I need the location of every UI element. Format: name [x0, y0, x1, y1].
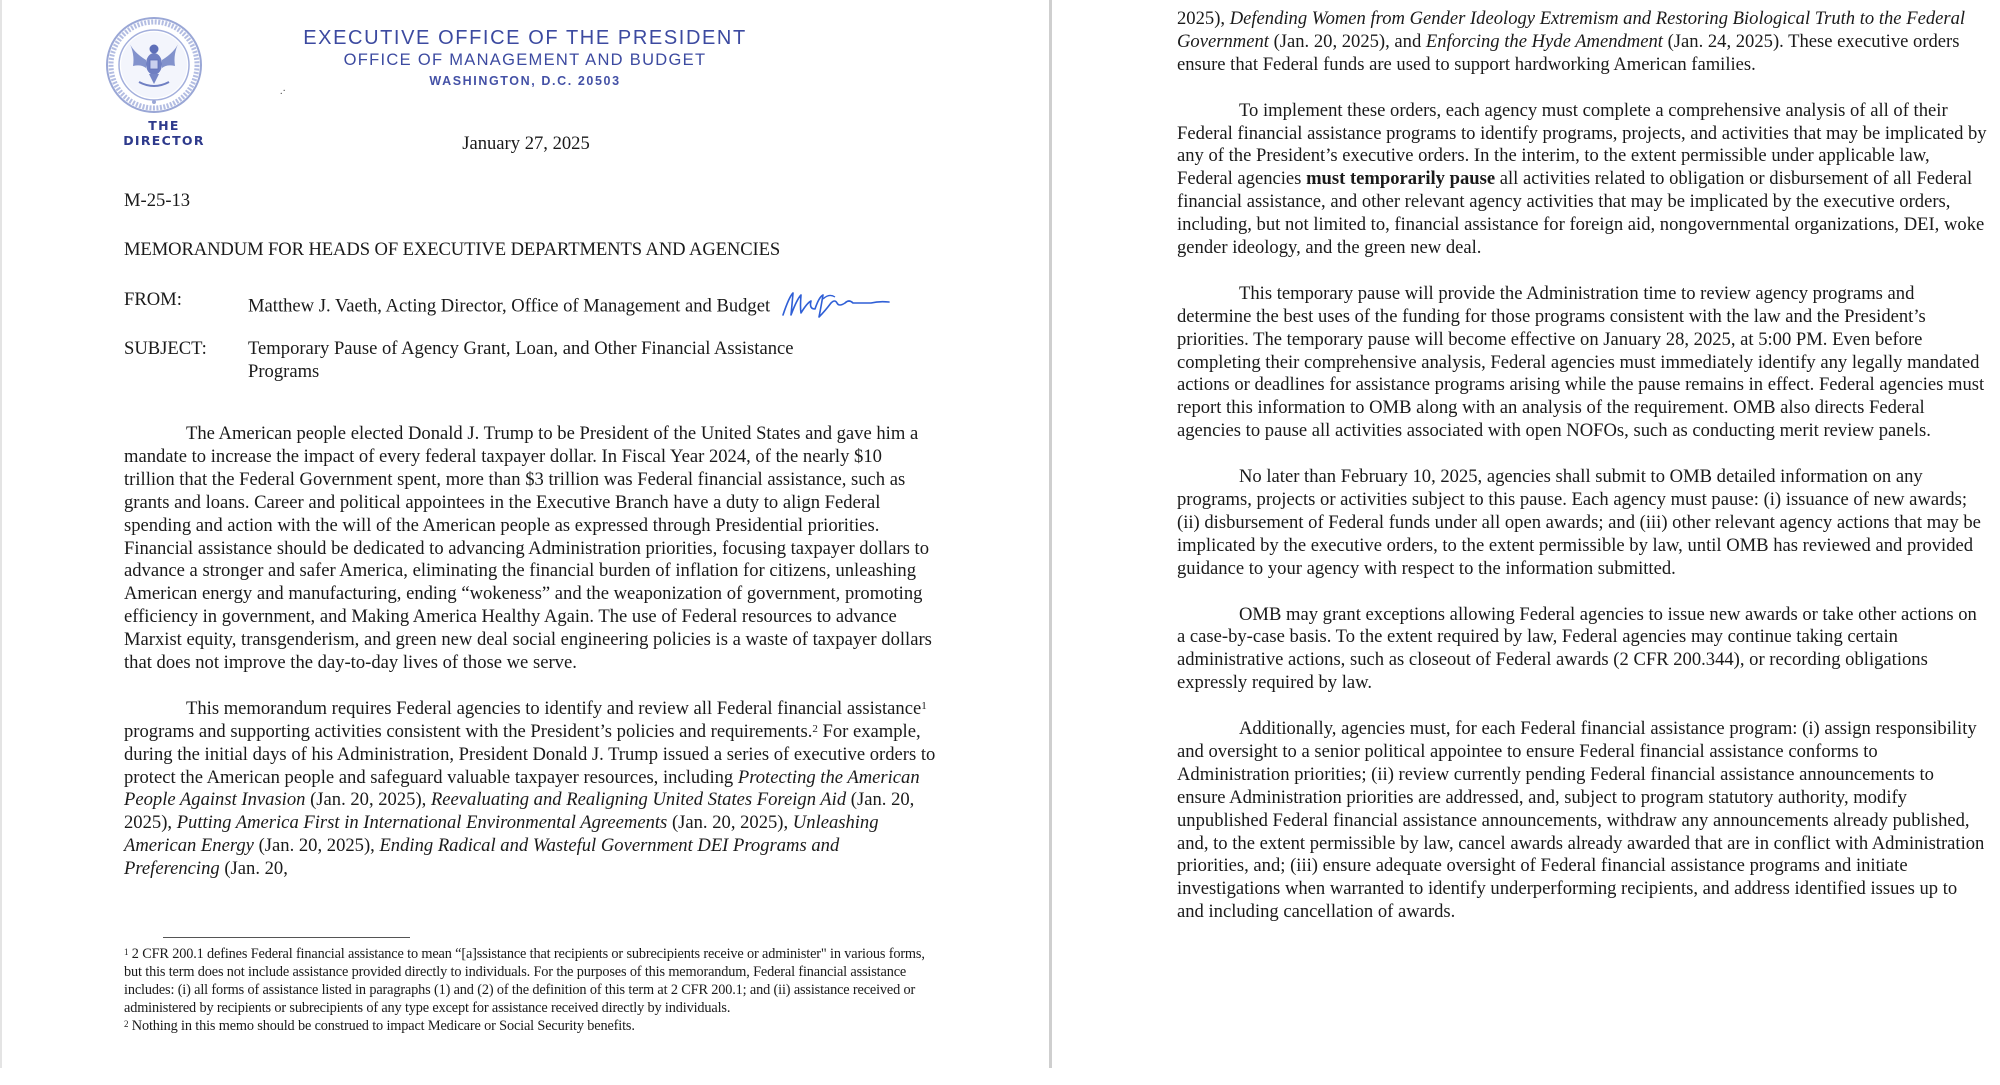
paragraph-text: Additionally, agencies must, for each Federal financial assistance program: (i) assign responsibility and oversight to a senior political appointee to ensure Federal financial assistance conforms to Administration priorities; (ii) review currently pending Federal financial assistance announcements to ensure Administration priorities are addressed, and, subject to program statutory authority, modify unpublished Federal financial assistance announcements, withdraw any announcements already published, and, to the extent permissible by law, cancel awards already awarded that are in conflict with Administration priorities, and; (iii) ensure adequate oversight of Federal financial assistance programs and initiate investigations when warranted to identify underperforming recipients, and address identified issues up to and including cancellation of awards. — [1177, 718, 1985, 923]
paragraph-text: No later than February 10, 2025, agencies shall submit to OMB detailed information on any programs, projects or activities subject to this pause. Each agency must pause: (i) issuance of new awards; (ii) disbursement of Federal funds under all open awards; and (iii) other relevant agency actions that may be implicated by the executive orders, to the extent permissible by law, until OMB has reviewed and provided guidance to your agency with respect to the information submitted. — [1177, 466, 1981, 579]
paragraph-text: (Jan. 20, 2025), and — [1268, 30, 1426, 52]
executive-order-title: Unleashing American Energy — [124, 812, 879, 857]
footnote — [124, 1017, 944, 1035]
executive-order-title: Ending Radical and Wasteful Government DEI Programs and Preferencing — [124, 835, 840, 880]
paragraph-text: (Jan. 24, 2025). These executive orders ensure that Federal funds are used to support hardworking American families. — [1177, 30, 1960, 75]
memo-id: M-25-13 — [124, 190, 191, 211]
executive-order-title: Putting America First in International Environmental Agreements — [176, 812, 668, 834]
paragraph-text: OMB may grant exceptions allowing Federal agencies to issue new awards or take other actions on a case-by-case basis. To the extent required by law, Federal agencies may continue taking certain administrative actions, such as closeout of Federal awards (2 CFR 200.344), or recording obligations expressly required by law. — [1177, 603, 1977, 694]
paragraph-text: programs and supporting activities consistent with the President’s policies and requirements. — [124, 720, 813, 742]
letterhead-line-3: WASHINGTON, D.C. 20503 — [429, 74, 621, 88]
subject-value: Temporary Pause of Agency Grant, Loan, and Other Financial Assistance Programs — [248, 338, 794, 382]
footnote-reference: 2 — [812, 722, 818, 735]
from-label: FROM: — [124, 289, 182, 310]
executive-order-title: Defending Women from Gender Ideology Extremism and Restoring Biological Truth to the Federal Government — [1177, 8, 1966, 52]
footnotes — [124, 945, 944, 1035]
signature-icon — [779, 289, 891, 326]
emphasis-text: must temporarily pause — [1306, 168, 1496, 190]
letterhead — [300, 26, 750, 91]
paragraph-text: 2025), — [1177, 8, 1230, 29]
subject-row — [124, 338, 954, 384]
from-value-wrap — [248, 289, 954, 326]
paragraph-text: For example, during the initial days of his Administration, President Donald J. Trump issued a series of executive orders to protect the American people and safeguard valuable taxpayer resources, including — [124, 720, 936, 788]
paragraph-text: (Jan. 20, 2025), — [305, 789, 431, 811]
memo-date: January 27, 2025 — [462, 133, 590, 154]
footnote-rule — [163, 937, 410, 938]
letterhead-line-1: EXECUTIVE OFFICE OF THE PRESIDENT — [303, 27, 747, 49]
paragraph-text: (Jan. 20, 2025), — [253, 835, 380, 857]
from-row — [124, 289, 954, 326]
from-value: Matthew J. Vaeth, Acting Director, Office of Management and Budget — [248, 295, 771, 317]
page-edge — [0, 0, 2, 1068]
paragraph-text: (Jan. 20, 2025), — [667, 812, 793, 834]
letterhead-line-2: OFFICE OF MANAGEMENT AND BUDGET — [343, 51, 707, 69]
body-paragraph — [1177, 283, 1987, 443]
scan-artifact: .· — [280, 86, 286, 97]
footnote — [124, 945, 944, 1017]
footnote-reference: 1 — [921, 699, 927, 712]
executive-order-title: Enforcing the Hyde Amendment — [1425, 30, 1663, 52]
paragraph-text: To implement these orders, each agency must complete a comprehensive analysis of all of their Federal financial assistance programs to identify programs, projects, and activities that may be implicated by any of the President’s executive orders. In the interim, to the extent permissible under applicable law, Federal agencies — [1177, 99, 1987, 190]
page-divider — [1049, 0, 1052, 1068]
footnote-text: 2 CFR 200.1 defines Federal financial assistance to mean “[a]ssistance that recipients or subrecipients receive or administer" in various forms, but this term does not include assistance provided directly to individuals. For the purposes of this memorandum, Federal financial assistance includes: (i) all forms of assistance listed in paragraphs (1) and (2) of the definition of this term at 2 CFR 200.1; and (ii) assistance received or administered by recipients or subrecipients of any type except for assistance received directly by individuals. — [124, 946, 925, 1017]
executive-order-title: Protecting the American People Against Invasion — [124, 766, 920, 811]
subject-label: SUBJECT: — [124, 338, 207, 359]
body-paragraph — [1177, 8, 1987, 77]
right-body-column — [1177, 8, 1987, 947]
body-paragraph — [1177, 100, 1987, 260]
left-body-column — [124, 423, 936, 904]
executive-order-title: Reevaluating and Realigning United States Foreign Aid — [430, 789, 847, 811]
paragraph-text: This memorandum requires Federal agencies to identify and review all Federal financial assistance — [186, 697, 922, 719]
body-paragraph — [1177, 466, 1987, 581]
paragraph-text: (Jan. 20, — [219, 858, 288, 880]
body-paragraph — [124, 698, 936, 881]
body-paragraph — [124, 423, 936, 675]
paragraph-text: This temporary pause will provide the Administration time to review agency programs and determine the best uses of the funding for those programs consistent with the law and the President’s priorities. The temporary pause will become effective on January 28, 2025, at 5:00 PM. Even before completing their comprehensive analysis, Federal agencies must immediately identify any legally mandated actions or deadlines for assistance programs arising while the pause remains in effect. Federal agencies must report this information to OMB along with an analysis of the requirement. OMB also directs Federal agencies to pause all activities associated with open NOFOs, such as conducting merit review panels. — [1177, 282, 1985, 442]
footnote-number: 1 — [124, 947, 129, 957]
presidential-seal-icon — [105, 16, 203, 114]
paragraph-text: The American people elected Donald J. Trump to be President of the United States and gave him a mandate to increase the impact of every federal taxpayer dollar. In Fiscal Year 2024, of the nearly $10 trillion that the Federal Government spent, more than $3 trillion was Federal financial assistance, such as grants and loans. Career and political appointees in the Executive Branch have a duty to align Federal spending and action with the will of the American people as expressed through Presidential priorities. Financial assistance should be dedicated to advancing Administration priorities, focusing taxpayer dollars to advance a stronger and safer America, eliminating the financial burden of inflation for citizens, unleashing American energy and manufacturing, ending “wokeness” and the weaponization of government, promoting efficiency in government, and Making America Healthy Again. The use of Federal resources to advance Marxist equity, transgenderism, and green new deal social engineering policies is a waste of taxpayer dollars that does not improve the day-to-day lives of those we serve. — [124, 423, 932, 674]
paragraph-text: all activities related to obligation or disbursement of all Federal financial assistance, and other relevant agency activities that may be implicated by the executive orders, including, but not limited to, financial assistance for foreign aid, nongovernmental organizations, DEI, woke gender ideology, and the green new deal. — [1177, 168, 1985, 259]
footnote-text: Nothing in this memo should be construed to impact Medicare or Social Security benefits. — [128, 1018, 635, 1035]
body-paragraph — [1177, 718, 1987, 924]
director-label: THE DIRECTOR — [123, 118, 205, 148]
memo-addressee: MEMORANDUM FOR HEADS OF EXECUTIVE DEPARTMENTS AND AGENCIES — [124, 239, 781, 260]
body-paragraph — [1177, 604, 1987, 696]
footnote-number: 2 — [124, 1019, 129, 1030]
paragraph-text: (Jan. 20, 2025), — [124, 789, 915, 834]
